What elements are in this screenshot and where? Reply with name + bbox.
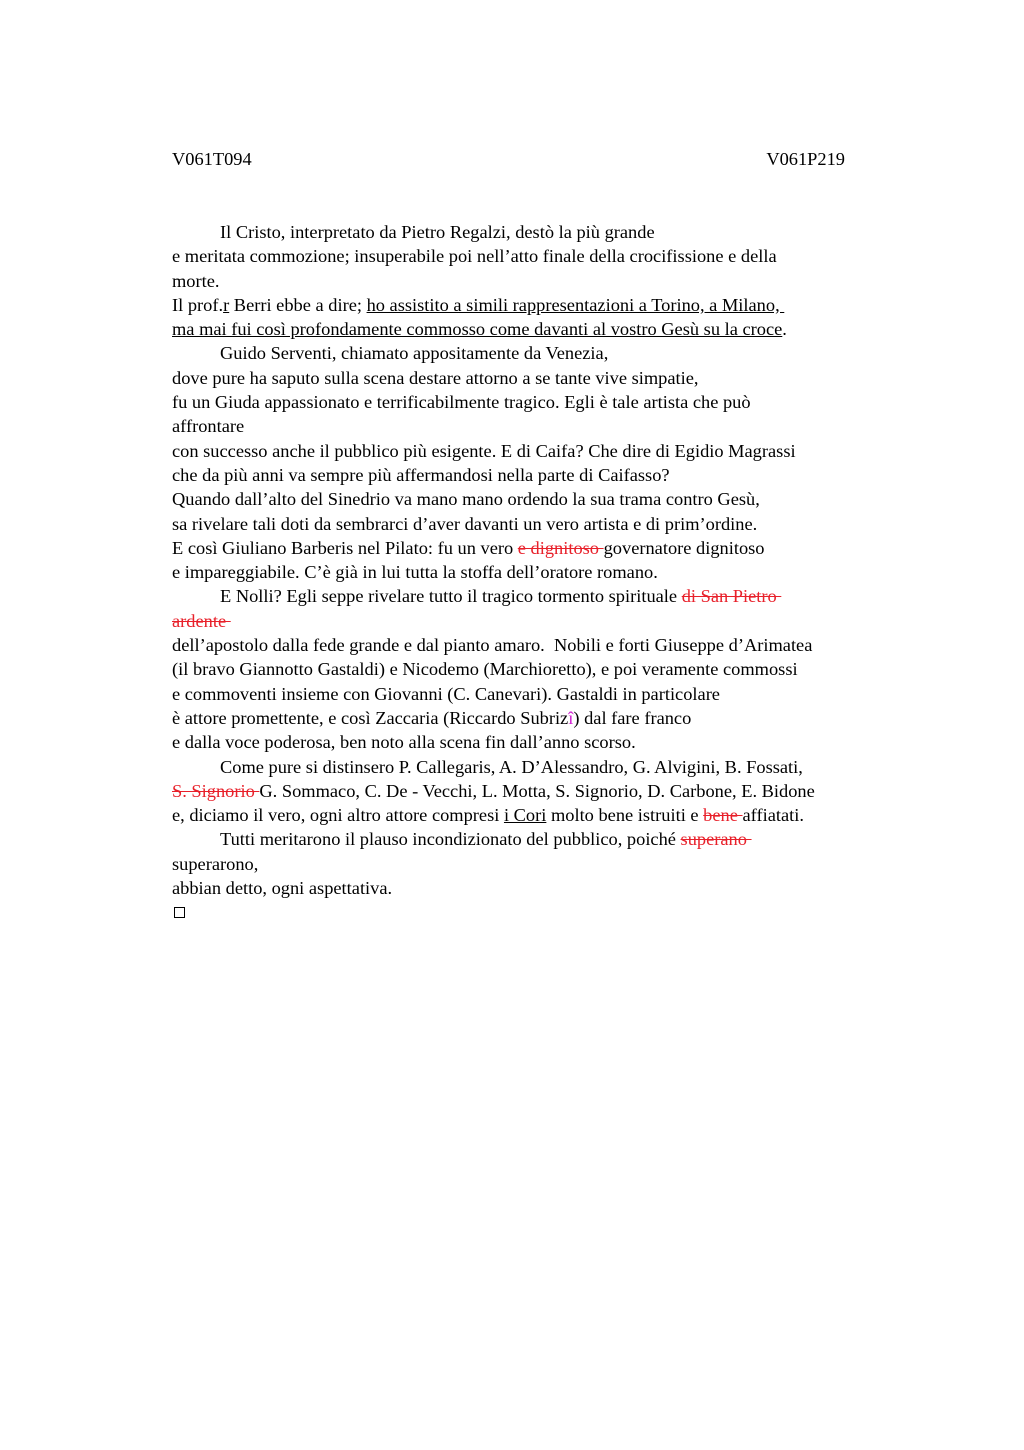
text-run: E così Giuliano Barberis nel Pilato: fu un vero (172, 537, 518, 558)
text-run: fu un Giuda appassionato e terrificabilmente tragico. Egli è tale artista che può (172, 392, 751, 413)
document-code-right: V061P219 (766, 149, 845, 169)
text-line (172, 317, 912, 341)
text-run: E Nolli? Egli seppe rivelare tutto il tragico tormento spirituale (220, 586, 682, 607)
text-run: abbian detto, ogni aspettativa. (172, 878, 393, 899)
text-line (172, 220, 912, 244)
text-run: governatore dignitoso (603, 537, 765, 558)
text-run: e meritata commozione; insuperabile poi nell’atto finale della crocifissione e della (172, 246, 777, 267)
text-line (172, 390, 912, 414)
text-line (172, 414, 912, 438)
end-marker (172, 900, 912, 924)
text-run: . (782, 319, 787, 340)
text-line (172, 244, 912, 268)
text-line (172, 584, 912, 608)
deleted-text: superano (680, 829, 752, 850)
text-run: e dalla voce poderosa, ben noto alla scena fin dall’anno scorso. (172, 732, 636, 753)
underlined-text: r (223, 294, 230, 315)
text-line (172, 779, 912, 803)
text-run: e, diciamo il vero, ogni altro attore compresi (172, 805, 504, 826)
text-run: affiatati. (742, 805, 804, 826)
text-run: con successo anche il pubblico più esigente. E di Caifa? Che dire di Egidio Magrassi (172, 440, 796, 461)
text-run: G. Sommaco, C. De - Vecchi, L. Motta, S. Signorio, D. Carbone, E. Bidone (259, 780, 815, 801)
deleted-text: S. Signorio (172, 780, 260, 801)
deleted-text: ardente (172, 610, 231, 631)
text-run: ) dal fare franco (573, 707, 692, 728)
text-run: e impareggiabile. C’è già in lui tutta la stoffa dell’oratore romano. (172, 562, 658, 583)
text-line (172, 633, 912, 657)
text-line (172, 560, 912, 584)
underlined-text: i Cori (503, 805, 547, 826)
text-run: è attore promettente, e così Zaccaria (Riccardo Subriz (172, 707, 569, 728)
text-line (172, 706, 912, 730)
text-run: molto bene istruiti e (546, 805, 704, 826)
text-run: Guido Serventi, chiamato appositamente da Venezia, (220, 343, 609, 364)
text-run: morte. (172, 270, 220, 291)
text-run: Berri ebbe a dire; (229, 294, 367, 315)
text-run: Il prof. (172, 294, 224, 315)
text-run: dell’apostolo dalla fede grande e dal pianto amaro. Nobili e forti Giuseppe d’Arimatea (172, 635, 813, 656)
deleted-text: e dignitoso (517, 537, 604, 558)
text-line (172, 366, 912, 390)
deleted-text: bene (703, 805, 743, 826)
uncertain-character: î (568, 707, 574, 728)
text-run: dove pure ha saputo sulla scena destare attorno a se tante vive simpatie, (172, 367, 699, 388)
text-run: affrontare (172, 416, 245, 437)
underlined-quote: ma mai fui così profondamente commosso come davanti al vostro Gesù su la croce (172, 319, 783, 340)
text-line (172, 682, 912, 706)
text-line (172, 876, 912, 900)
text-line (172, 269, 912, 293)
text-line (172, 657, 912, 681)
text-run: sa rivelare tali doti da sembrarci d’aver davanti un vero artista e di prim’ordine. (172, 513, 758, 534)
text-line (172, 803, 912, 827)
transcription-body (172, 220, 912, 925)
text-line (172, 487, 912, 511)
text-run: (il bravo Giannotto Gastaldi) e Nicodemo (Marchioretto), e poi veramente commossi (172, 659, 798, 680)
text-line (172, 755, 912, 779)
text-run: Quando dall’alto del Sinedrio va mano mano ordendo la sua trama contro Gesù, (172, 489, 760, 510)
text-line (172, 463, 912, 487)
text-run: Tutti meritarono il plauso incondizionato del pubblico, poiché (220, 829, 681, 850)
text-line (172, 341, 912, 365)
text-run: Come pure si distinsero P. Callegaris, A. D’Alessandro, G. Alvigini, B. Fossati, (220, 756, 803, 777)
text-line (172, 439, 912, 463)
text-line (172, 730, 912, 754)
text-run: superarono, (172, 853, 259, 874)
text-run: che da più anni va sempre più affermandosi nella parte di Caifasso? (172, 464, 670, 485)
text-line (172, 293, 912, 317)
text-line (172, 512, 912, 536)
text-line (172, 852, 912, 876)
text-line (172, 536, 912, 560)
underlined-quote: ho assistito a simili rappresentazioni a Torino, a Milano, (366, 294, 785, 315)
deleted-text: di San Pietro (681, 586, 782, 607)
text-line (172, 609, 912, 633)
text-run: e commoventi insieme con Giovanni (C. Canevari). Gastaldi in particolare (172, 683, 720, 704)
document-code-left: V061T094 (172, 149, 252, 169)
text-run: Il Cristo, interpretato da Pietro Regalzi, destò la più grande (220, 222, 655, 242)
page-header (172, 147, 845, 171)
empty-box-icon (174, 907, 185, 918)
text-line (172, 827, 912, 851)
